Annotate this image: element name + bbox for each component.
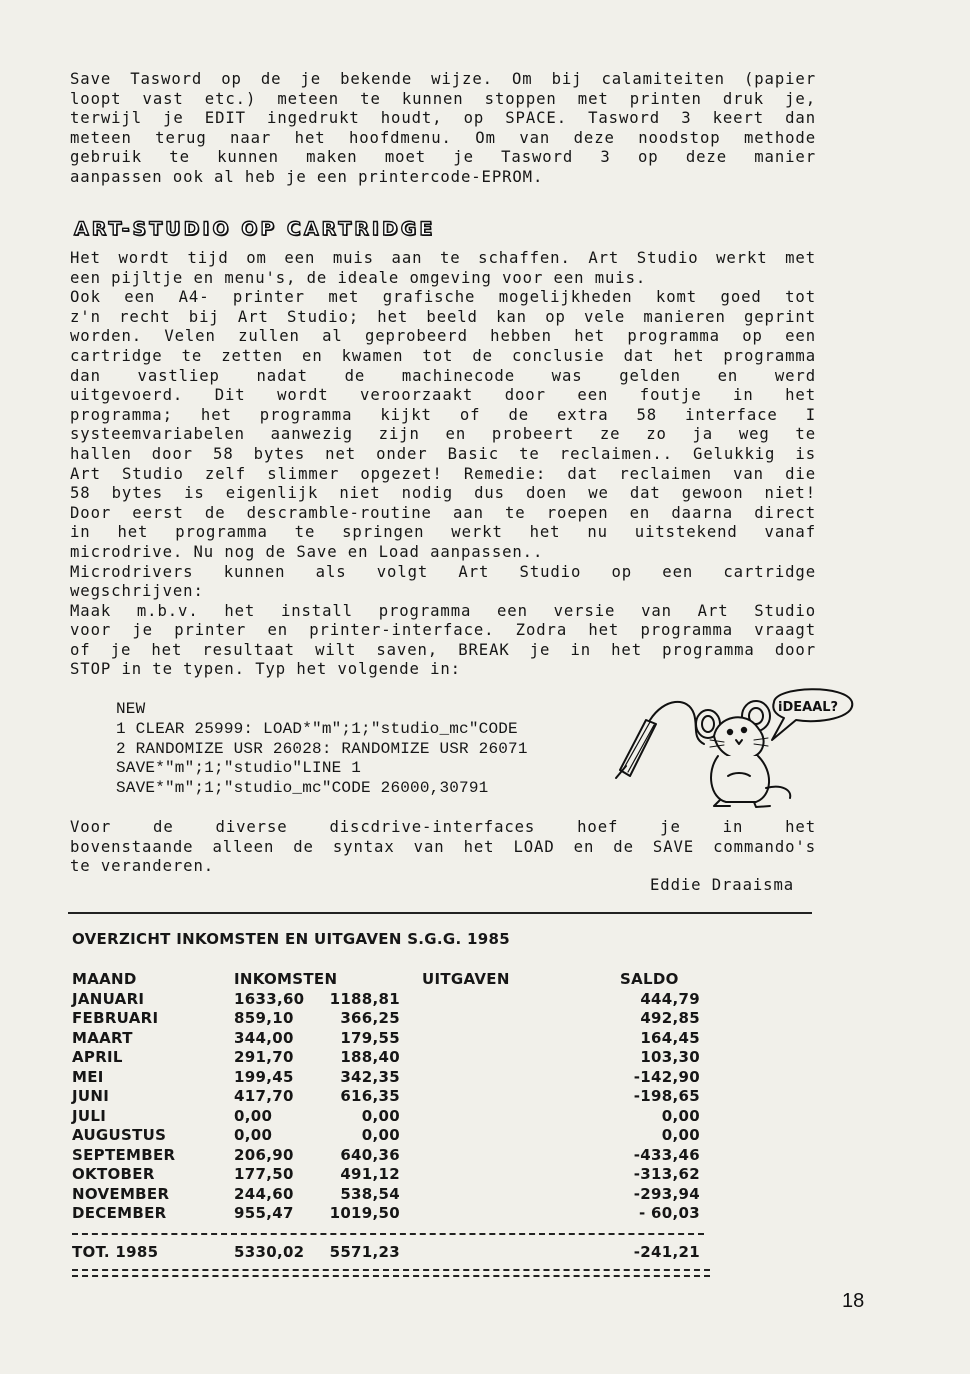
cell-expenses: 366,25 bbox=[340, 1009, 400, 1027]
cell-month: FEBRUARI bbox=[72, 1009, 159, 1027]
cell-income: 417,70 bbox=[234, 1087, 294, 1105]
header-income: INKOMSTEN bbox=[234, 970, 338, 988]
cell-balance: 103,30 bbox=[640, 1048, 700, 1066]
code-line: 2 RANDOMIZE USR 26028: RANDOMIZE USR 26071 bbox=[116, 739, 528, 758]
cell-month: AUGUSTUS bbox=[72, 1126, 167, 1144]
body-line: dan vastliep nadat de machinecode was gelden en werd bbox=[70, 366, 816, 385]
mouse-with-joystick-illustration bbox=[606, 680, 856, 810]
cell-balance: 444,79 bbox=[640, 989, 700, 1008]
cell-month: JULI bbox=[72, 1106, 107, 1125]
body-line: wegschrijven: bbox=[70, 582, 204, 601]
cell-month: OKTOBER bbox=[72, 1165, 155, 1183]
intro-line: loopt vast etc.) meteen te kunnen stoppen met printen druk je, bbox=[70, 89, 816, 108]
header-month: MAAND bbox=[72, 970, 137, 988]
cell-balance: 164,45 bbox=[640, 1028, 700, 1047]
table-row bbox=[72, 1204, 712, 1224]
cell-expenses: 538,54 bbox=[340, 1184, 400, 1203]
cell-expenses: 342,35 bbox=[340, 1067, 400, 1086]
header-balance: SALDO bbox=[620, 970, 679, 988]
total-label: TOT. 1985 bbox=[72, 1243, 159, 1261]
body-line: 58 bytes is eigenlijk niet nodig dus doen we dat gewoon niet! bbox=[70, 484, 816, 503]
outro-line: te veranderen. bbox=[70, 857, 215, 876]
body-line: Art Studio zelf slimmer opgezet! Remedie: dat reclaimen van die bbox=[70, 464, 816, 483]
total-balance: -241,21 bbox=[633, 1243, 700, 1261]
cell-income: 859,10 bbox=[234, 1009, 294, 1027]
table-row bbox=[72, 990, 712, 1010]
total-income: 5330,02 bbox=[234, 1243, 305, 1261]
body-line: Door eerst de descramble-routine aan te roepen en daarna direct bbox=[70, 503, 816, 522]
body-line: hallen door 58 bytes net onder Basic te reclaimen.. Gelukkig is bbox=[70, 444, 816, 463]
table-row bbox=[72, 1087, 712, 1107]
speech-bubble-text: iDEAAL? bbox=[778, 700, 839, 715]
cell-month: MEI bbox=[72, 1067, 104, 1086]
cell-month: APRIL bbox=[72, 1048, 123, 1066]
outro-paragraph bbox=[70, 818, 816, 877]
body-line: z'n recht bij Art Studio; het beeld kan op vele manieren geprint bbox=[70, 307, 816, 326]
header-expenses: UITGAVEN bbox=[422, 970, 510, 988]
table-row bbox=[72, 1068, 712, 1088]
subtotal-dashed-rule bbox=[72, 1233, 704, 1235]
code-line: NEW bbox=[116, 700, 146, 718]
table-row bbox=[72, 1029, 712, 1049]
cell-income: 0,00 bbox=[234, 1126, 273, 1144]
body-line: worden. Velen zullen al geprobeerd hebben het programma op een bbox=[70, 327, 816, 346]
cell-month: SEPTEMBER bbox=[72, 1145, 176, 1164]
cell-balance: 0,00 bbox=[661, 1126, 700, 1144]
intro-line: gebruik te kunnen maken moet je Tasword 3 op deze manier bbox=[70, 148, 816, 167]
cell-balance: - 60,03 bbox=[639, 1204, 700, 1222]
table-row bbox=[72, 1185, 712, 1205]
article-heading: ART-STUDIO OP CARTRIDGE bbox=[74, 218, 436, 240]
cell-expenses: 188,40 bbox=[340, 1048, 400, 1066]
cell-income: 1633,60 bbox=[234, 989, 305, 1008]
cell-income: 206,90 bbox=[234, 1145, 294, 1164]
intro-line: terwijl je EDIT ingedrukt houdt, op SPACE. Tasword 3 keert dan bbox=[70, 109, 816, 128]
body-line: in het programma te springen werkt het nu uitstekend vanaf bbox=[70, 523, 816, 542]
table-total-row bbox=[72, 1243, 712, 1263]
total-expenses: 5571,23 bbox=[329, 1243, 400, 1261]
cell-income: 955,47 bbox=[234, 1204, 294, 1222]
cell-income: 0,00 bbox=[234, 1106, 273, 1125]
table-title: OVERZICHT INKOMSTEN EN UITGAVEN S.G.G. 1985 bbox=[72, 930, 510, 948]
cell-balance: -142,90 bbox=[633, 1067, 700, 1086]
cell-expenses: 0,00 bbox=[361, 1126, 400, 1144]
body-line: cartridge te zetten en kwamen tot de conclusie dat het programma bbox=[70, 346, 816, 365]
cell-expenses: 640,36 bbox=[340, 1145, 400, 1164]
body-line: programma; het programma kijkt of de extra 58 interface I bbox=[70, 405, 816, 424]
outro-line: Voor de diverse discdrive-interfaces hoef je in het bbox=[70, 818, 816, 836]
intro-line: aanpassen ook al heb je een printercode-EPROM. bbox=[70, 167, 544, 186]
table-row bbox=[72, 1048, 712, 1068]
intro-paragraph bbox=[70, 70, 816, 188]
table-row bbox=[72, 1146, 712, 1166]
body-line: een pijltje en menu's, de ideale omgeving voor een muis. bbox=[70, 268, 647, 287]
cell-month: JANUARI bbox=[72, 989, 145, 1008]
author-signature: Eddie Draaisma bbox=[650, 876, 795, 894]
code-line: SAVE*"m";1;"studio_mc"CODE 26000,30791 bbox=[116, 779, 489, 798]
cell-balance: -433,46 bbox=[633, 1145, 700, 1164]
cell-income: 344,00 bbox=[234, 1028, 294, 1047]
body-line: uitgevoerd. Dit wordt veroorzaakt door een foutje in het bbox=[70, 386, 816, 405]
cell-month: DECEMBER bbox=[72, 1204, 167, 1222]
cell-income: 199,45 bbox=[234, 1067, 294, 1086]
table-row bbox=[72, 1126, 712, 1146]
intro-line: Save Tasword op de je bekende wijze. Om bij calamiteiten (papier bbox=[70, 70, 816, 88]
body-line: systeemvariabelen aanwezig zijn en probeert ze zo ja weg te bbox=[70, 425, 816, 444]
cell-balance: -293,94 bbox=[633, 1184, 700, 1203]
table-row bbox=[72, 1009, 712, 1029]
cell-balance: 0,00 bbox=[661, 1106, 700, 1125]
section-divider bbox=[68, 912, 812, 914]
cell-balance: -198,65 bbox=[633, 1087, 700, 1105]
intro-line: meteen terug naar het hoofdmenu. Om van deze noodstop methode bbox=[70, 128, 816, 147]
cell-expenses: 616,35 bbox=[340, 1087, 400, 1105]
cell-income: 244,60 bbox=[234, 1184, 294, 1203]
total-double-rule bbox=[72, 1269, 710, 1277]
body-line: Maak m.b.v. het install programma een versie van Art Studio bbox=[70, 601, 816, 620]
page-number: 18 bbox=[842, 1290, 865, 1312]
body-line: of je het resultaat wilt saven, BREAK je in het programma door bbox=[70, 640, 816, 659]
cell-balance: 492,85 bbox=[640, 1009, 700, 1027]
cell-expenses: 1188,81 bbox=[329, 989, 400, 1008]
code-line: SAVE*"m";1;"studio"LINE 1 bbox=[116, 759, 362, 778]
cell-income: 177,50 bbox=[234, 1165, 294, 1183]
article-body bbox=[70, 249, 816, 680]
cell-month: MAART bbox=[72, 1028, 133, 1047]
body-line: Microdrivers kunnen als volgt Art Studio op een cartridge bbox=[70, 562, 816, 581]
cell-month: JUNI bbox=[72, 1087, 110, 1105]
cell-balance: -313,62 bbox=[633, 1165, 700, 1183]
table-header-row bbox=[72, 970, 712, 990]
code-line: 1 CLEAR 25999: LOAD*"m";1;"studio_mc"CODE bbox=[116, 719, 518, 738]
basic-code-listing bbox=[116, 700, 528, 799]
body-line: microdrive. Nu nog de Save en Load aanpassen.. bbox=[70, 542, 544, 561]
body-line: Het wordt tijd om een muis aan te schaffen. Art Studio werkt met bbox=[70, 249, 816, 267]
cell-expenses: 491,12 bbox=[340, 1165, 400, 1183]
body-line: STOP in te typen. Typ het volgende in: bbox=[70, 660, 461, 679]
cell-expenses: 0,00 bbox=[361, 1106, 400, 1125]
cell-month: NOVEMBER bbox=[72, 1184, 170, 1203]
table-row bbox=[72, 1165, 712, 1185]
cell-expenses: 179,55 bbox=[340, 1028, 400, 1047]
table-row bbox=[72, 1107, 712, 1127]
body-line: voor je printer en printer-interface. Zodra het programma vraagt bbox=[70, 621, 816, 640]
cell-income: 291,70 bbox=[234, 1048, 294, 1066]
outro-line: bovenstaande alleen de syntax van het LOAD en de SAVE commando's bbox=[70, 837, 816, 856]
body-line: Ook een A4- printer met grafische mogelijkheden komt goed tot bbox=[70, 288, 816, 307]
cell-expenses: 1019,50 bbox=[329, 1204, 400, 1222]
